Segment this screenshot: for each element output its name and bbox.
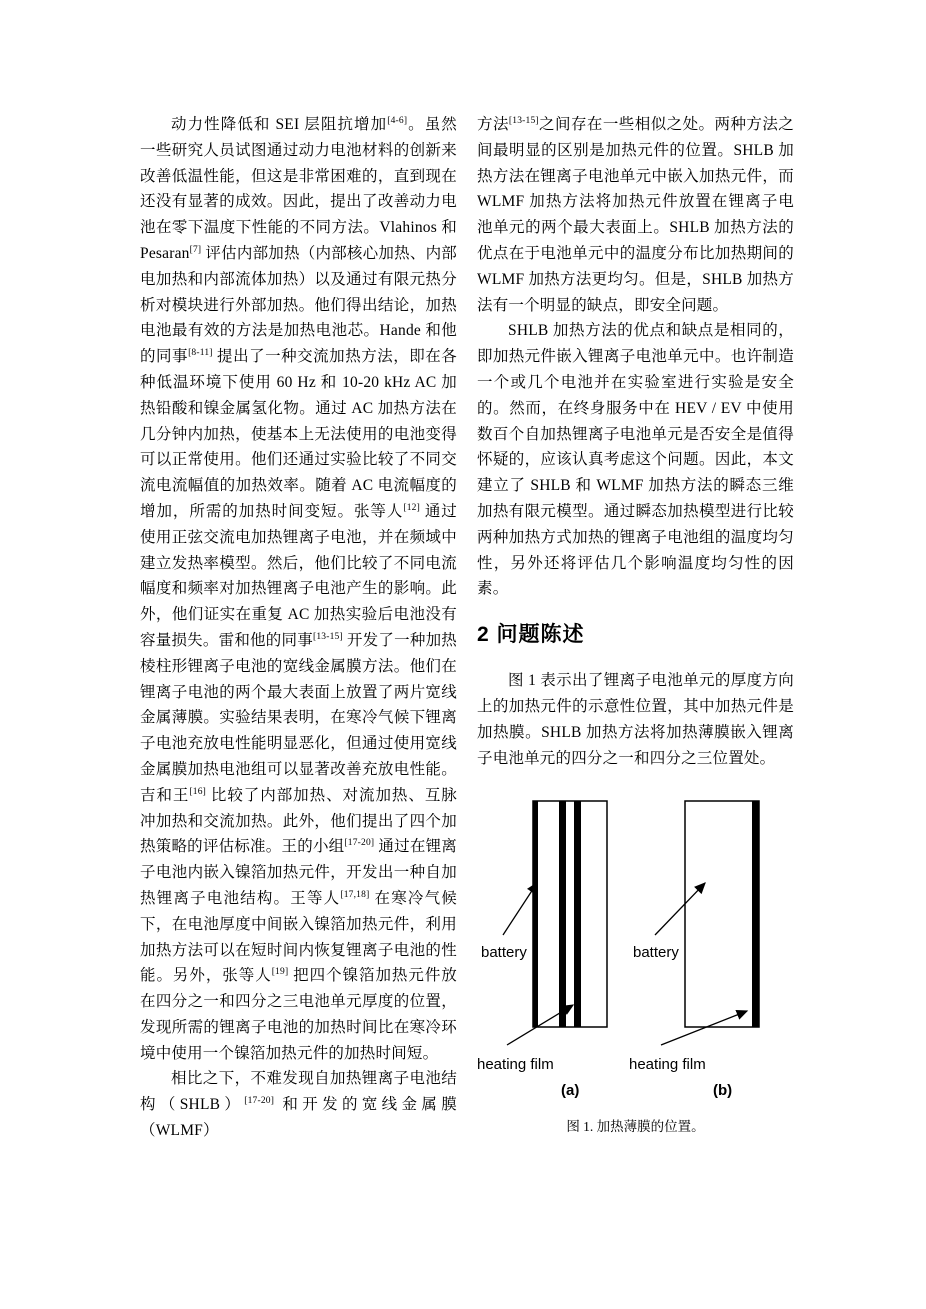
battery-outline-b xyxy=(685,801,759,1027)
left-column xyxy=(140,112,457,1144)
heating-film-bar-a1 xyxy=(559,801,566,1027)
subfigure-label-a: (a) xyxy=(561,1082,580,1100)
figure-caption: 图 1. 加热薄膜的位置。 xyxy=(566,1119,705,1135)
section-heading: 2 问题陈述 xyxy=(477,623,585,647)
paragraph: 方法[13-15]之间存在一些相似之处。两种方法之间最明显的区别是加热元件的位置。SHLB 加热方法在锂离子电池单元中嵌入加热元件，而 WLMF 加热方法将加热元件放置在锂离子电池单元的两个最大表面上。SHLB 加热方法的优点在于电池单元中的温度分布比加热期间的 WLMF 加热方法更均匀。但是，SHLB 加热方法有一个明显的缺点，即安全问题。 xyxy=(477,115,794,314)
battery-label-b: battery xyxy=(633,944,679,962)
heating-film-diagram xyxy=(477,799,797,1103)
paragraph: 动力性降低和 SEI 层阻抗增加[4-6]。虽然一些研究人员试图通过动力电池材料的创新来改善低温性能，但这是非常困难的，直到现在还没有显著的成效。因此，提出了改善动力电池在零下温度下性能的不同方法。Vlahinos 和 Pesaran[7] 评估内部加热（内部核心加热、内部电加热和内部流体加热）以及通过有限元热分析对模块进行外部加热。他们得出结论，加热电池最有效的方法是加热电池芯。Hande 和他的同事[8-11] 提出了一种交流加热方法，即在各种低温环境下使用 60 Hz 和 10-20 kHz AC 加热铅酸和镍金属氢化物。通过 AC 加热方法在几分钟内加热，使基本上无法使用的电池变得可以正常使用。他们还通过实验比较了不同交流电流幅值的加热效率。随着 AC 电流幅度的增加，所需的加热时间变短。张等人[12] 通过使用正弦交流电加热锂离子电池，并在频域中建立发热率模型。然后，他们比较了不同电流幅度和频率对加热锂离子电池产生的影响。此外，他们证实在重复 AC 加热实验后电池没有容量损失。雷和他的同事[13-15] 开发了一种加热棱柱形锂离子电池的宽线金属膜方法。他们在锂离子电池的两个最大表面上放置了两片宽线金属薄膜。实验结果表明，在寒冷气候下锂离子电池充放电性能明显恶化，但通过使用宽线金属膜加热电池组可以显著改善充放电性能。吉和王[16] 比较了内部加热、对流加热、互脉冲加热和交流加热。此外，他们提出了四个加热策略的评估标准。王的小组[17-20] 通过在锂离子电池内嵌入镍箔加热元件，开发出一种自加热锂离子电池结构。王等人[17,18] 在寒冷气候下，在电池厚度中间嵌入镍箔加热元件，利用加热方法可以在短时间内恢复锂离子电池的性能。另外，张等人[19] 把四个镍箔加热元件放在四分之一和四分之三电池单元厚度的位置，发现所需的锂离子电池的加热时间比在寒冷环境中使用一个镍箔加热元件的加热时间短。 xyxy=(140,115,458,1062)
battery-edge-a xyxy=(533,801,538,1027)
paragraph: 图 1 表示出了锂离子电池单元的厚度方向上的加热元件的示意性位置，其中加热元件是加热膜。SHLB 加热方法将加热薄膜嵌入锂离子电池单元的四分之一和四分之三位置处。 xyxy=(477,672,794,767)
figure-1 xyxy=(477,799,794,1135)
battery-outline-a xyxy=(533,801,607,1027)
subfigure-label-b: (b) xyxy=(713,1082,733,1100)
paragraph: 相比之下，不难发现自加热锂离子电池结构（SHLB）[17-20] 和开发的宽线金属膜（WLMF） xyxy=(140,1070,457,1140)
battery-arrow-a xyxy=(503,883,537,935)
battery-diagram-b xyxy=(629,801,759,1099)
heating-film-label-b: heating film xyxy=(629,1056,706,1074)
heating-film-bar-b xyxy=(752,801,759,1027)
two-column-layout xyxy=(140,112,794,1144)
right-column xyxy=(477,112,794,1144)
battery-label-a: battery xyxy=(481,944,527,962)
battery-diagram-a xyxy=(477,801,607,1099)
heating-film-bar-a2 xyxy=(574,801,581,1027)
paragraph: SHLB 加热方法的优点和缺点是相同的，即加热元件嵌入锂离子电池单元中。也许制造一个或几个电池并在实验室进行实验是安全的。然而，在终身服务中在 HEV / EV 中使用数百个自加热锂离子电池单元是否安全是值得怀疑的，应该认真考虑这个问题。因此，本文建立了 SHLB 和 WLMF 加热方法的瞬态三维加热有限元模型。通过瞬态加热模型进行比较两种加热方式加热的锂离子电池组的温度均匀性，另外还将评估几个影响温度均匀性的因素。 xyxy=(477,322,794,598)
heating-film-label-a: heating film xyxy=(477,1056,554,1074)
